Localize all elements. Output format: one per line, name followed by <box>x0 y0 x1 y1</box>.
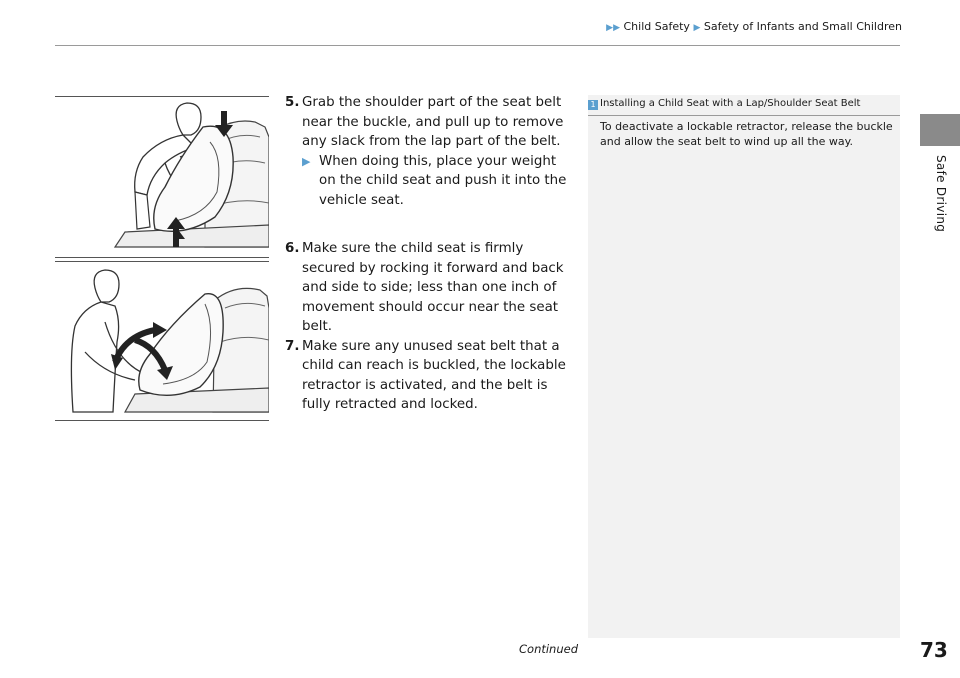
step-6 <box>285 239 577 337</box>
step-number: 5. <box>285 95 300 110</box>
side-note-panel <box>588 95 900 638</box>
side-note-header <box>588 95 900 116</box>
child-seat-install-push-illustration <box>55 97 269 255</box>
header-divider <box>55 45 900 46</box>
section-tab-marker <box>920 114 960 146</box>
breadcrumb-section[interactable]: Child Safety <box>623 20 690 33</box>
step-5 <box>285 93 577 152</box>
side-note-body: To deactivate a lockable retractor, release the buckle and allow the seat belt to wind up all the way. <box>600 120 893 148</box>
instruction-steps <box>285 93 577 415</box>
continued-label: Continued <box>519 642 579 656</box>
step-number: 7. <box>285 338 300 354</box>
step-text: Grab the shoulder part of the seat belt near the buckle, and pull up to remove any slack from the lap part of the belt. <box>302 95 564 149</box>
substep-arrow-icon: ▶ <box>302 154 311 168</box>
figure-rock-seat <box>55 261 269 421</box>
reference-icon: 1 <box>588 100 598 110</box>
section-tab-label: Safe Driving <box>934 155 948 233</box>
step-text: Make sure any unused seat belt that a child can reach is buckled, the lockable retractor is activated, and the belt is fully retracted and locked. <box>302 338 566 412</box>
step-text: Make sure the child seat is firmly secured by rocking it forward and back and side to side; less than one inch of movement should occur near the seat belt. <box>302 241 564 334</box>
figure-push-seat <box>55 96 269 258</box>
breadcrumb-arrow-icon: ▶▶ <box>606 23 620 33</box>
child-seat-rock-check-illustration <box>55 262 269 418</box>
side-note-title: Installing a Child Seat with a Lap/Shoulder Seat Belt <box>600 98 861 109</box>
breadcrumb-arrow-icon: ▶ <box>693 23 701 33</box>
breadcrumb-subsection[interactable]: Safety of Infants and Small Children <box>703 20 902 33</box>
substep-text: When doing this, place your weight on the child seat and push it into the vehicle seat. <box>319 153 567 208</box>
page-number: 73 <box>920 638 948 662</box>
step-5-substep <box>302 152 577 211</box>
step-number: 6. <box>285 241 300 256</box>
step-7 <box>285 337 577 415</box>
breadcrumb <box>606 20 902 33</box>
